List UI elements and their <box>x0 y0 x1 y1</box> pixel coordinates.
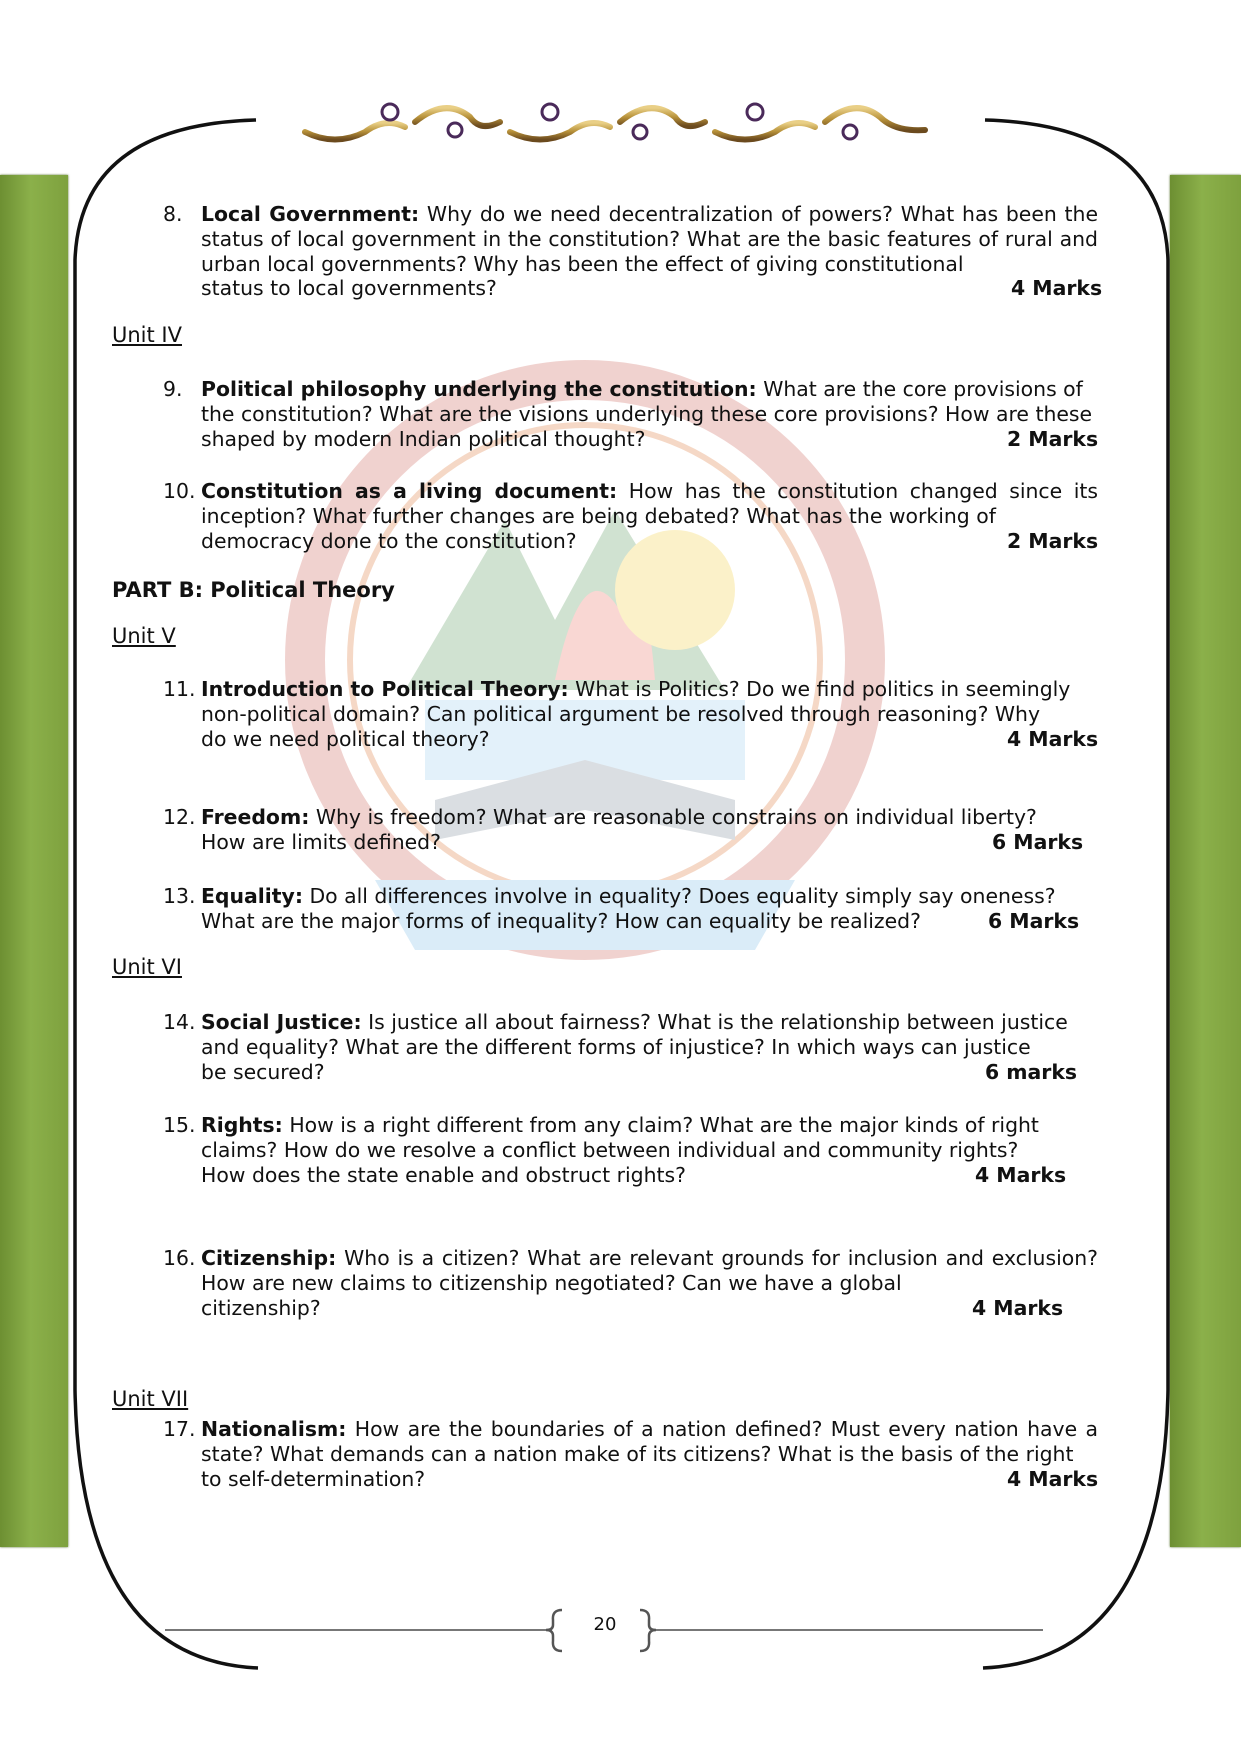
item-marks: 4 Marks <box>972 1295 1064 1320</box>
item-marks: 6 Marks <box>992 829 1084 854</box>
item-text: What are the core provisions of the constitution? What are the visions underlying these core provisions? How are these <box>201 377 1093 426</box>
item-number: 16. <box>163 1246 196 1270</box>
item-text: Why do we need decentralization of powers? What has been the status of local government in the constitution? What are the basic features of rural and urban local governments? Why has been the effect of giving constitutional <box>201 202 1099 276</box>
item-heading: Constitution as a living document: <box>201 479 618 503</box>
item-text: Who is a citizen? What are relevant grounds for inclusion and exclusion? How are new claims to citizenship negotiated? Can we have a global <box>201 1246 1098 1295</box>
item-marks: 4 Marks <box>1011 276 1103 301</box>
item-marks: 4 Marks <box>975 1162 1067 1187</box>
item-number: 14. <box>163 1010 196 1034</box>
item-text-last: What are the major forms of inequality? How can equality be realized? <box>201 908 921 933</box>
item-heading: Nationalism: <box>201 1417 347 1441</box>
item-heading: Rights: <box>201 1113 283 1137</box>
unit-heading: Unit V <box>112 624 176 648</box>
page-number: 20 <box>593 1614 617 1635</box>
item-number: 8. <box>163 202 183 226</box>
item-number: 13. <box>163 884 196 908</box>
item-text: What is Politics? Do we find politics in seemingly non-political domain? Can political argument be resolved through reasoning? Why <box>201 677 1071 726</box>
item-text-last: shaped by modern Indian political thought? <box>201 426 646 451</box>
item-text-last: status to local governments? <box>201 276 497 301</box>
item-heading: Citizenship: <box>201 1246 337 1270</box>
item-number: 12. <box>163 805 196 829</box>
item-heading: Freedom: <box>201 805 310 829</box>
item-text-last: How are limits defined? <box>201 829 441 854</box>
item-text: How has the constitution changed since its inception? What further changes are being debated? What has the working of <box>201 479 1098 528</box>
item-number: 11. <box>163 677 196 701</box>
item-number: 9. <box>163 377 183 401</box>
item-text: How are the boundaries of a nation defined? Must every nation have a state? What demands can a nation make of its citizens? What is the basis of the right <box>201 1417 1098 1466</box>
item-marks: 2 Marks <box>1007 426 1099 451</box>
item-text: Is justice all about fairness? What is the relationship between justice and equality? What are the different forms of injustice? In which ways can justice <box>201 1010 1068 1059</box>
item-text-last: be secured? <box>201 1059 325 1084</box>
item-number: 17. <box>163 1417 196 1441</box>
item-heading: Equality: <box>201 884 303 908</box>
item-text-last: do we need political theory? <box>201 726 490 751</box>
item-text-last: to self-determination? <box>201 1466 426 1491</box>
item-marks: 4 Marks <box>1007 1466 1099 1491</box>
item-marks: 6 Marks <box>988 908 1080 933</box>
item-marks: 4 Marks <box>1007 726 1099 751</box>
unit-heading: Unit IV <box>112 323 182 347</box>
item-heading: Social Justice: <box>201 1010 362 1034</box>
part-heading: PART B: Political Theory <box>112 578 395 602</box>
item-number: 15. <box>163 1113 196 1137</box>
item-text-last: citizenship? <box>201 1295 321 1320</box>
item-text-last: democracy done to the constitution? <box>201 528 577 553</box>
item-text-last: How does the state enable and obstruct rights? <box>201 1162 686 1187</box>
item-marks: 6 marks <box>985 1059 1078 1084</box>
item-heading: Political philosophy underlying the constitution: <box>201 377 757 401</box>
item-text: Do all differences involve in equality? Does equality simply say oneness? <box>302 884 1056 908</box>
item-heading: Introduction to Political Theory: <box>201 677 569 701</box>
unit-heading: Unit VI <box>112 955 182 979</box>
unit-heading: Unit VII <box>112 1387 189 1411</box>
item-text: Why is freedom? What are reasonable constrains on individual liberty? <box>309 805 1037 829</box>
item-heading: Local Government: <box>201 202 420 226</box>
item-text: How is a right different from any claim? What are the major kinds of right claims? How do we resolve a conflict between individual and community rights? <box>201 1113 1039 1162</box>
item-marks: 2 Marks <box>1007 528 1099 553</box>
item-number: 10. <box>163 479 196 503</box>
